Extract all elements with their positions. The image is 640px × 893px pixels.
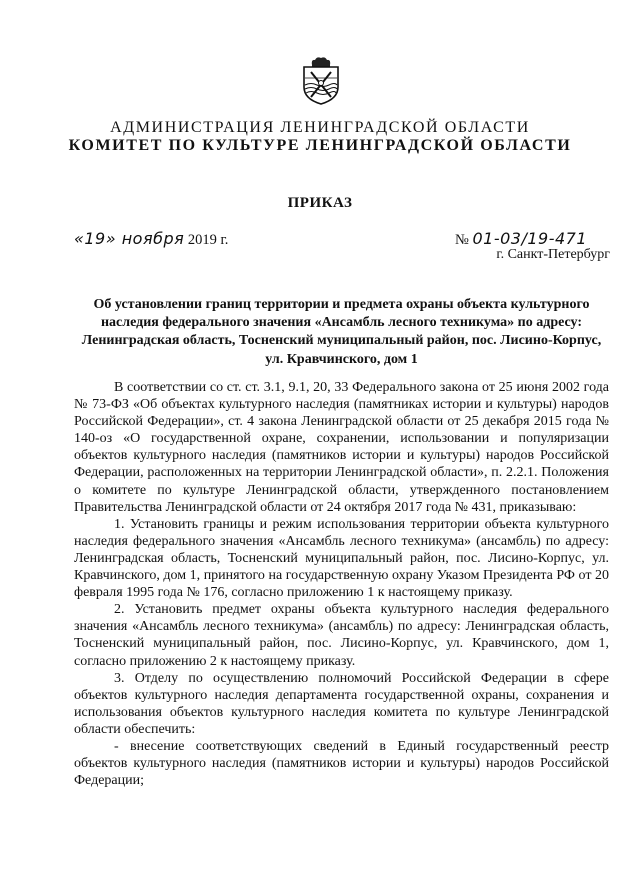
date-year: 2019 г. (187, 232, 229, 248)
coat-of-arms-emblem (301, 55, 341, 105)
order-date (74, 229, 228, 249)
committee-header: КОМИТЕТ ПО КУЛЬТУРЕ ЛЕНИНГРАДСКОЙ ОБЛАСТИ (68, 137, 572, 154)
order-number (455, 229, 587, 249)
document-title: ПРИКАЗ (287, 195, 353, 211)
clause-3-item: - внесение соответствующих сведений в Единый государственный реестр объектов культурного наследия (памятников истории и культуры) народов Российской Федерации; (74, 738, 609, 789)
clause-3: 3. Отделу по осуществлению полномочий Российской Федерации в сфере объектов культурного наследия департамента государственной охраны, сохранения и использования объектов культурного наследия комитета по культуре Ленинградской области обеспечить: (74, 670, 609, 737)
administration-header: АДМИНИСТРАЦИЯ ЛЕНИНГРАДСКОЙ ОБЛАСТИ (110, 119, 530, 136)
order-body (74, 379, 609, 789)
clause-1: 1. Установить границы и режим использования территории объекта культурного наследия федерального значения «Ансамбль лесного техникума» (ансамбль) по адресу: Ленинградская область, Тосненский муниципальный район, пос. Лисино-Корпус, ул. Кравчинского, дом 1, принятого на государственную охрану Указом Президента РФ от 20 февраля 1995 года № 176, согласно приложению 1 к настоящему приказу. (74, 516, 609, 601)
handwritten-number: 01-03/19-471 (472, 229, 588, 248)
handwritten-date: «19» ноября (74, 229, 185, 248)
city-line: г. Санкт-Петербург (496, 247, 610, 262)
preamble-paragraph: В соответствии со ст. ст. 3.1, 9.1, 20, 33 Федерального закона от 25 июня 2002 года № 73-ФЗ «Об объектах культурного наследия (памятниках истории и культуры) народов Российской Федерации», ст. 4 закона Ленинградской области от 25 декабря 2015 года № 140-оз «О государственной охране, сохранении, использовании и популяризации объектов культурного наследия (памятников истории и культуры) народов Российской Федерации, расположенных на территории Ленинградской области», п. 2.2.1. Положения о комитете по культуре Ленинградской области, утвержденного постановлением Правительства Ленинградской области от 24 октября 2017 года № 431, приказываю: (74, 380, 609, 515)
number-prefix: № (455, 232, 469, 248)
clause-2: 2. Установить предмет охраны объекта культурного наследия федерального значения «Ансамбль лесного техникума» (ансамбль) по адресу: Ленинградская область, Тосненский муниципальный район, пос. Лисино-Корпус, ул. Кравчинского, дом 1, согласно приложению 2 к настоящему приказу. (74, 602, 609, 669)
order-subject: Об установлении границ территории и предмета охраны объекта культурного наследия федерального значения «Ансамбль лесного техникума» по адресу: Ленинградская область, Тосненский муниципальный район, пос. Лисино-Корпус, ул. Кравчинского, дом 1 (81, 297, 602, 367)
